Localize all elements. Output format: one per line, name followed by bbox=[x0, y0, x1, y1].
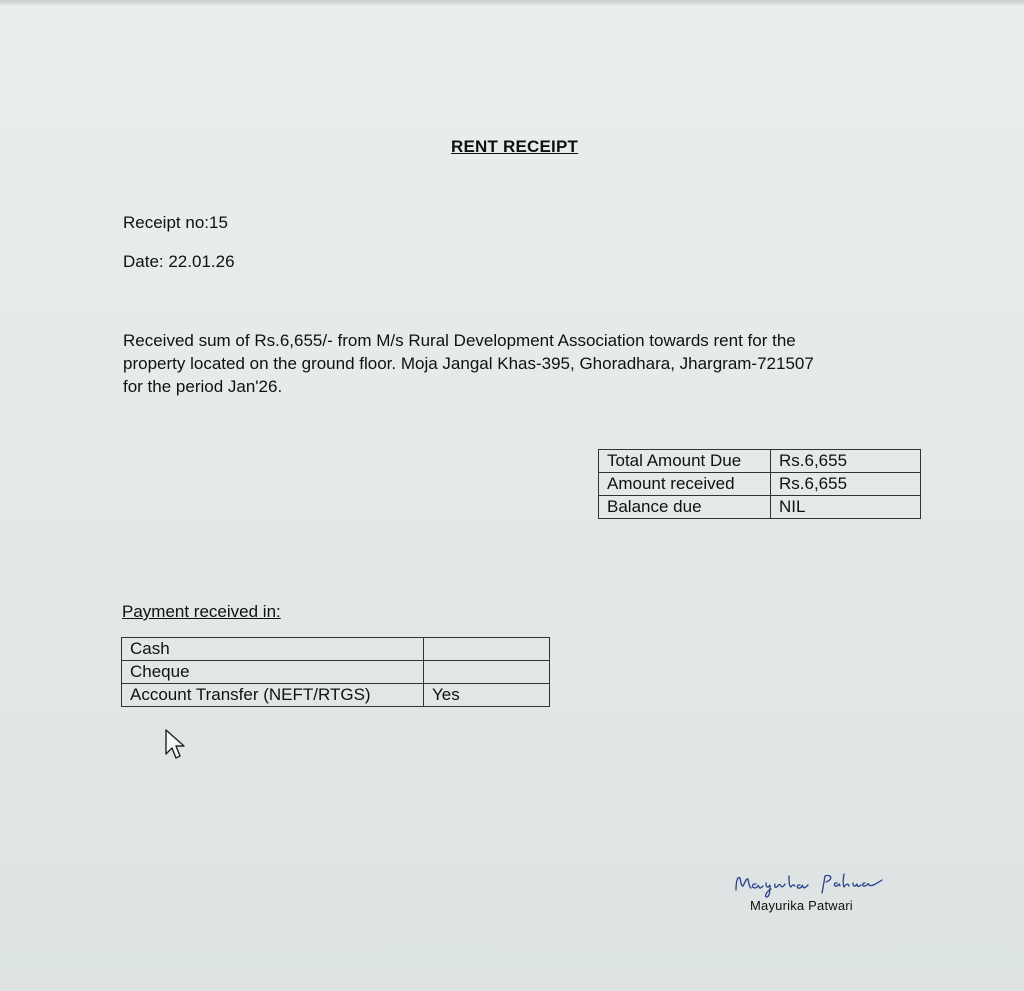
table-row bbox=[122, 638, 550, 661]
payment-mode-cheque: Cheque bbox=[122, 661, 424, 684]
payment-value-cheque bbox=[424, 661, 550, 684]
signer-name: Mayurika Patwari bbox=[750, 898, 853, 913]
payment-table bbox=[121, 637, 550, 707]
amount-label-received: Amount received bbox=[599, 473, 771, 496]
receipt-title: RENT RECEIPT bbox=[451, 137, 579, 156]
payment-heading: Payment received in: bbox=[122, 602, 281, 621]
amount-value-total: Rs.6,655 bbox=[771, 450, 921, 473]
table-row bbox=[599, 496, 921, 519]
amount-value-received: Rs.6,655 bbox=[771, 473, 921, 496]
table-row bbox=[599, 450, 921, 473]
amount-label-balance: Balance due bbox=[599, 496, 771, 519]
table-row bbox=[122, 661, 550, 684]
table-row bbox=[122, 684, 550, 707]
payment-value-transfer: Yes bbox=[424, 684, 550, 707]
mouse-pointer-icon bbox=[164, 728, 188, 767]
receipt-body-line: Received sum of Rs.6,655/- from M/s Rural Development Association towards rent for the bbox=[123, 331, 796, 350]
receipt-body bbox=[123, 329, 923, 398]
page-top-edge bbox=[0, 0, 1024, 6]
table-row bbox=[599, 473, 921, 496]
amount-label-total: Total Amount Due bbox=[599, 450, 771, 473]
amount-table bbox=[598, 449, 921, 519]
receipt-number: Receipt no:15 bbox=[123, 213, 228, 232]
receipt-body-line: property located on the ground floor. Moja Jangal Khas-395, Ghoradhara, Jhargram-721507 bbox=[123, 354, 814, 373]
amount-value-balance: NIL bbox=[771, 496, 921, 519]
payment-mode-cash: Cash bbox=[122, 638, 424, 661]
receipt-date: Date: 22.01.26 bbox=[123, 252, 235, 271]
receipt-body-line: for the period Jan'26. bbox=[123, 377, 283, 396]
payment-mode-transfer: Account Transfer (NEFT/RTGS) bbox=[122, 684, 424, 707]
payment-value-cash bbox=[424, 638, 550, 661]
